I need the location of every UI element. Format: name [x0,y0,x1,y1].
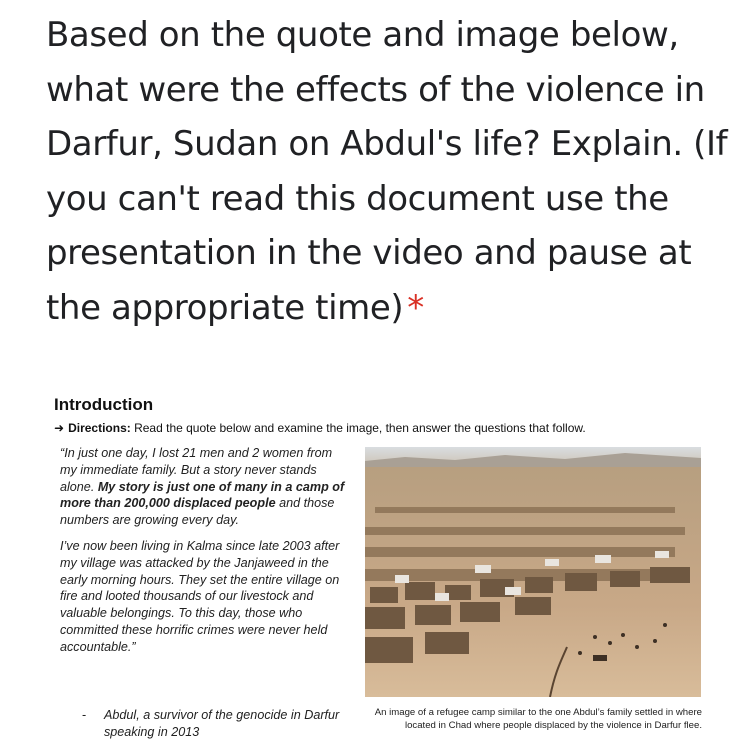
question-title [46,8,736,335]
quote-p1-start: “In just one day, I lost 21 men and 2 women from my immediate family. But a story never stands alone. [60,446,333,494]
quote-p1-end: and those numbers are growing every day. [60,496,335,528]
question-image [48,385,708,750]
doc-title: Introduction [54,395,154,414]
attribution [82,707,352,741]
directions-text: Read the quote below and examine the image, then answer the questions that follow. [134,421,586,435]
attribution-text: Abdul, a survivor of the genocide in Darfur speaking in 2013 [104,708,340,739]
quote-p1-bold: My story is just one of many in a camp of more than 200,000 displaced people [60,479,345,511]
arrow-right-icon: ➜ [54,421,65,435]
required-asterisk: * [407,287,424,328]
photo-caption: An image of a refugee camp similar to the one Abdul’s family settled in where located in Chad where people displaced by the violence in Darfur flee. [374,707,702,731]
refugee-camp-photo [365,447,701,697]
directions [54,421,586,435]
quote-paragraph-2: I’ve now been living in Kalma since late 2003 after my village was attacked by the Janjaweed in the early morning hours. They set the entire village on fire and looted thousands of our livestock and valuable belongings. To this day, those who committed these horrific crimes were never held accountable.” [60,538,340,654]
quote-paragraph-1 [60,445,350,529]
question-text: Based on the quote and image below, what were the effects of the violence in Darfur, Sudan on Abdul's life? Explain. (If you can't read this document use the presentation in the video and pause at the appropriate time) [46,15,728,328]
directions-label: Directions: [68,421,131,435]
quote [60,445,350,665]
attribution-dash: - [82,708,87,722]
refugee-camp-illustration [365,447,701,697]
